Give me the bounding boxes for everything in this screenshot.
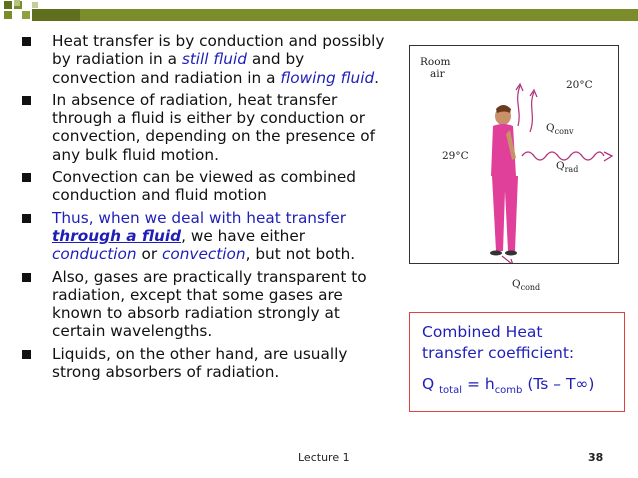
heat-transfer-figure <box>409 45 619 293</box>
q-rad-label: $Q_{rad}$ <box>556 160 579 175</box>
emphasis-link: through a fluid <box>52 226 182 245</box>
bullet-marker <box>22 37 31 46</box>
bullet-item <box>22 268 392 341</box>
combined-coefficient-box <box>409 312 625 412</box>
bullet-text: conduction <box>52 245 137 264</box>
bullet-text: still fluid <box>181 50 247 69</box>
bullet-marker <box>22 214 31 223</box>
bullet-text: and by convection and radiation in a <box>52 50 305 87</box>
person-illustration <box>410 46 618 263</box>
ambient-temp-label: 20°C <box>566 79 593 91</box>
bullet-text: , but not both. <box>245 245 356 264</box>
bullet-marker <box>22 350 31 359</box>
bullet-text: Thus, when we deal with heat transfer <box>52 208 347 227</box>
bullet-item <box>22 32 392 87</box>
room-air-label: Room air <box>420 56 451 80</box>
bullet-text: convection <box>161 245 246 264</box>
bullet-text: or <box>136 245 162 264</box>
combined-equation: Q $_{total} = h_{comb}$ (Ts – T∞) <box>422 375 595 397</box>
box-line-1: Combined Heat <box>422 323 543 341</box>
bullet-item <box>22 168 392 205</box>
bullet-item <box>22 345 392 382</box>
bullet-marker <box>22 173 31 182</box>
page-number: 38 <box>588 451 604 464</box>
bullet-marker <box>22 273 31 282</box>
bullet-text: , we have either <box>181 226 306 245</box>
box-line-2: transfer coefficient: <box>422 344 575 362</box>
q-cond-label: $Q_{cond}$ <box>512 278 541 293</box>
q-conv-label: $Q_{conv}$ <box>546 122 574 137</box>
bullet-text: Also, gases are practically transparent to radiation, except that some gases are known to absorb radiation strongly at certain wavelengths. <box>52 267 367 341</box>
bullet-list <box>22 32 392 381</box>
bullet-text: In absence of radiation, heat transfer through a fluid is either by conduction or convection, depending on the presence of any bulk fluid motion. <box>52 90 375 164</box>
bullet-text: Liquids, on the other hand, are usually strong absorbers of radiation. <box>52 344 348 382</box>
body-temp-label: 29°C <box>442 150 469 162</box>
bullet-marker <box>22 96 31 105</box>
bullet-text: flowing fluid <box>280 68 375 87</box>
footer-label: Lecture 1 <box>298 451 350 464</box>
bullet-item <box>22 209 392 264</box>
bullet-text: Heat transfer is by conduction and possibly by radiation in a <box>52 32 385 69</box>
header-bar <box>0 9 638 21</box>
bullet-item <box>22 91 392 164</box>
bullet-text: Convection can be viewed as combined conduction and fluid motion <box>52 168 356 205</box>
bullet-text: . <box>374 68 380 87</box>
